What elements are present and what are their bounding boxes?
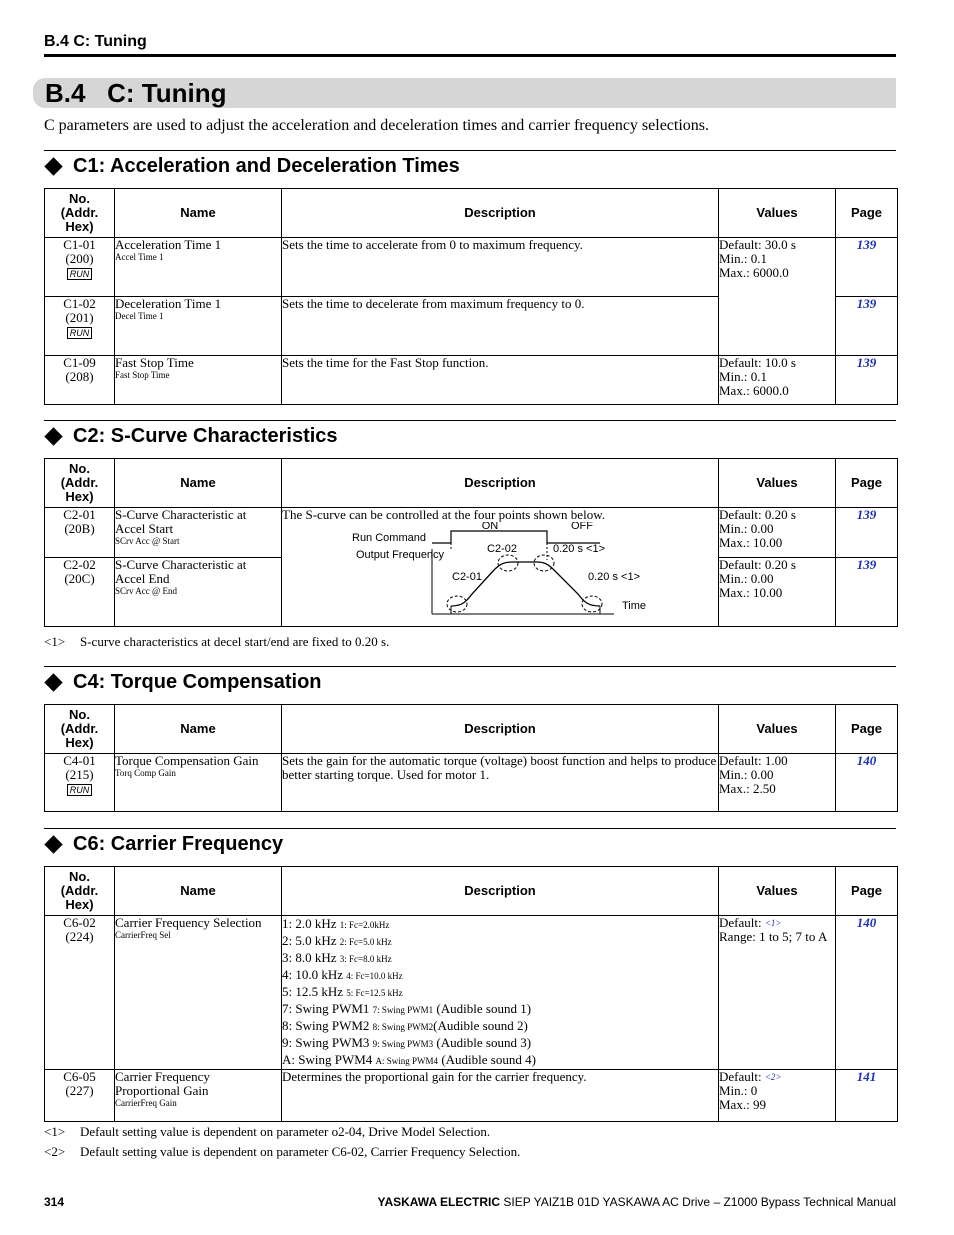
section-heading-c6 <box>44 833 283 856</box>
section-heading-c4 <box>44 671 322 694</box>
header-rule <box>44 54 896 57</box>
col-header-description: Description <box>282 705 719 754</box>
option-item: 9: Swing PWM3 9: Swing PWM3 (Audible sound 3) <box>282 1035 532 1050</box>
param-number: C2-02 (20C) <box>45 558 115 627</box>
param-name: S-Curve Characteristic at Accel Start SCrv Acc @ Start <box>115 508 282 558</box>
time-label: Time <box>622 600 647 612</box>
option-item: A: Swing PWM4 A: Swing PWM4 (Audible sound 4) <box>282 1052 536 1067</box>
param-name: Carrier Frequency Proportional Gain CarrierFreq Gain <box>115 1070 282 1122</box>
param-name: S-Curve Characteristic at Accel End SCrv Acc @ End <box>115 558 282 627</box>
col-header-page: Page <box>836 705 898 754</box>
col-header-no: No. (Addr. Hex) <box>45 189 115 238</box>
section-title: C1: Acceleration and Deceleration Times <box>73 155 460 177</box>
param-values: Default: $^{<1>}$ Range: 1 to 5; 7 to A <box>719 916 836 1070</box>
table-row <box>45 916 898 1070</box>
t2-label: 0.20 s <1> <box>588 571 640 583</box>
col-header-values: Values <box>719 189 836 238</box>
c2-parameter-table <box>44 458 898 627</box>
col-header-values: Values <box>719 459 836 508</box>
table-header-row <box>45 189 898 238</box>
col-header-name: Name <box>115 189 282 238</box>
run-command-label: Run Command <box>352 532 426 544</box>
off-label: OFF <box>571 522 593 532</box>
param-values: Default: 0.20 s Min.: 0.00 Max.: 10.00 <box>719 558 836 627</box>
param-values: Default: 1.00 Min.: 0.00 Max.: 2.50 <box>719 754 836 812</box>
page-link[interactable]: 141 <box>836 1070 898 1122</box>
section-rule <box>44 828 896 829</box>
param-description: Determines the proportional gain for the carrier frequency. <box>282 1070 719 1122</box>
s-curve-diagram <box>282 522 719 627</box>
page-link[interactable]: 139 <box>836 356 898 405</box>
c2-01-label: C2-01 <box>452 571 482 583</box>
section-rule <box>44 420 896 421</box>
page-link[interactable]: 139 <box>836 558 898 627</box>
section-title: C6: Carrier Frequency <box>73 833 284 855</box>
title-bar <box>33 78 896 108</box>
param-name: Carrier Frequency Selection CarrierFreq Sel <box>115 916 282 1070</box>
param-values: Default: 10.0 s Min.: 0.1 Max.: 6000.0 <box>719 356 836 405</box>
s-curve-line <box>451 562 600 606</box>
diamond-bullet-icon <box>44 673 62 691</box>
param-name: Acceleration Time 1 Accel Time 1 <box>115 238 282 297</box>
param-description: Sets the time to decelerate from maximum frequency to 0. <box>282 297 719 356</box>
table-row <box>45 508 898 558</box>
page-number: 314 <box>44 1195 65 1209</box>
c2-02-marker <box>498 555 518 571</box>
table-row <box>45 238 898 297</box>
option-item: 5: 12.5 kHz 5: Fc=12.5 kHz <box>282 984 403 999</box>
c1-parameter-table <box>44 188 898 405</box>
col-header-no: No. (Addr. Hex) <box>45 705 115 754</box>
option-item: 7: Swing PWM1 7: Swing PWM1 (Audible sound 1) <box>282 1001 532 1016</box>
run-badge: RUN <box>67 784 93 796</box>
param-number: C1-09 (208) <box>45 356 115 405</box>
col-header-no: No. (Addr. Hex) <box>45 867 115 916</box>
param-name: Fast Stop Time Fast Stop Time <box>115 356 282 405</box>
c2-01-marker <box>447 596 467 612</box>
run-badge: RUN <box>67 268 93 280</box>
table-header-row <box>45 459 898 508</box>
page-link[interactable]: 139 <box>836 238 898 297</box>
c4-parameter-table <box>44 704 898 812</box>
param-description: Sets the gain for the automatic torque (voltage) boost function and helps to produce better starting torque. Used for motor 1. <box>282 754 719 812</box>
footnote: <1> Default setting value is dependent on parameter o2-04, Drive Model Selection. <box>44 1124 491 1139</box>
footnote: <2> Default setting value is dependent on parameter C6-02, Carrier Frequency Selection. <box>44 1144 521 1159</box>
param-name: Deceleration Time 1 Decel Time 1 <box>115 297 282 356</box>
col-header-no: No. (Addr. Hex) <box>45 459 115 508</box>
description-text: The S-curve can be controlled at the four points shown below. <box>282 507 605 522</box>
col-header-values: Values <box>719 867 836 916</box>
option-item: 1: 2.0 kHz 1: Fc=2.0kHz <box>282 916 390 931</box>
run-badge: RUN <box>67 327 93 339</box>
page-link[interactable]: 139 <box>836 508 898 558</box>
section-heading-c1 <box>44 155 460 178</box>
param-description: Sets the time for the Fast Stop function. <box>282 356 719 405</box>
section-rule <box>44 150 896 151</box>
c2-02-label: C2-02 <box>487 543 517 555</box>
running-head: B.4 C: Tuning <box>44 33 147 50</box>
param-description <box>282 916 719 1070</box>
param-values: Default: $^{<2>}$ Min.: 0 Max.: 99 <box>719 1070 836 1122</box>
page-link[interactable]: 139 <box>836 297 898 356</box>
table-row <box>45 356 898 405</box>
section-rule <box>44 666 896 667</box>
output-frequency-label: Output Frequency <box>356 549 445 561</box>
table-header-row <box>45 867 898 916</box>
diamond-bullet-icon <box>44 157 62 175</box>
page-title: B.4 C: Tuning <box>45 78 227 108</box>
footnote: <1> S-curve characteristics at decel start/end are fixed to 0.20 s. <box>44 634 390 649</box>
on-label: ON <box>481 522 499 532</box>
col-header-description: Description <box>282 867 719 916</box>
col-header-description: Description <box>282 189 719 238</box>
param-values: Default: 30.0 s Min.: 0.1 Max.: 6000.0 <box>719 238 836 356</box>
param-name: Torque Compensation Gain Torq Comp Gain <box>115 754 282 812</box>
col-header-description: Description <box>282 459 719 508</box>
option-item: 4: 10.0 kHz 4: Fc=10.0 kHz <box>282 967 403 982</box>
col-header-name: Name <box>115 867 282 916</box>
page-link[interactable]: 140 <box>836 916 898 1070</box>
table-row <box>45 754 898 812</box>
section-title: C2: S-Curve Characteristics <box>73 425 338 447</box>
col-header-name: Name <box>115 459 282 508</box>
diamond-bullet-icon <box>44 835 62 853</box>
c6-parameter-table <box>44 866 898 1122</box>
col-header-values: Values <box>719 705 836 754</box>
decel-end-marker <box>582 596 602 612</box>
table-row <box>45 1070 898 1122</box>
param-number: C2-01 (20B) <box>45 508 115 558</box>
col-header-name: Name <box>115 705 282 754</box>
t1-label: 0.20 s <1> <box>553 543 605 555</box>
option-item: 8: Swing PWM2 8: Swing PWM2(Audible sound 2) <box>282 1018 528 1033</box>
col-header-page: Page <box>836 867 898 916</box>
param-number: C4-01 (215) RUN <box>45 754 115 812</box>
section-heading-c2 <box>44 425 338 448</box>
param-number: C1-02 (201) RUN <box>45 297 115 356</box>
diamond-bullet-icon <box>44 427 62 445</box>
run-command-signal <box>432 531 600 543</box>
option-item: 2: 5.0 kHz 2: Fc=5.0 kHz <box>282 933 392 948</box>
section-title: C4: Torque Compensation <box>73 671 322 693</box>
option-item: 3: 8.0 kHz 3: Fc=8.0 kHz <box>282 950 392 965</box>
col-header-page: Page <box>836 459 898 508</box>
col-header-page: Page <box>836 189 898 238</box>
param-number: C6-05 (227) <box>45 1070 115 1122</box>
param-description <box>282 508 719 627</box>
param-values: Default: 0.20 s Min.: 0.00 Max.: 10.00 <box>719 508 836 558</box>
table-header-row <box>45 705 898 754</box>
param-number: C1-01 (200) RUN <box>45 238 115 297</box>
footer-text: YASKAWA ELECTRIC SIEP YAIZ1B 01D YASKAWA AC Drive – Z1000 Bypass Technical Manual <box>377 1195 896 1209</box>
param-number: C6-02 (224) <box>45 916 115 1070</box>
intro-text: C parameters are used to adjust the acceleration and deceleration times and carrier frequency selections. <box>44 117 710 134</box>
page-link[interactable]: 140 <box>836 754 898 812</box>
param-description: Sets the time to accelerate from 0 to maximum frequency. <box>282 238 719 297</box>
